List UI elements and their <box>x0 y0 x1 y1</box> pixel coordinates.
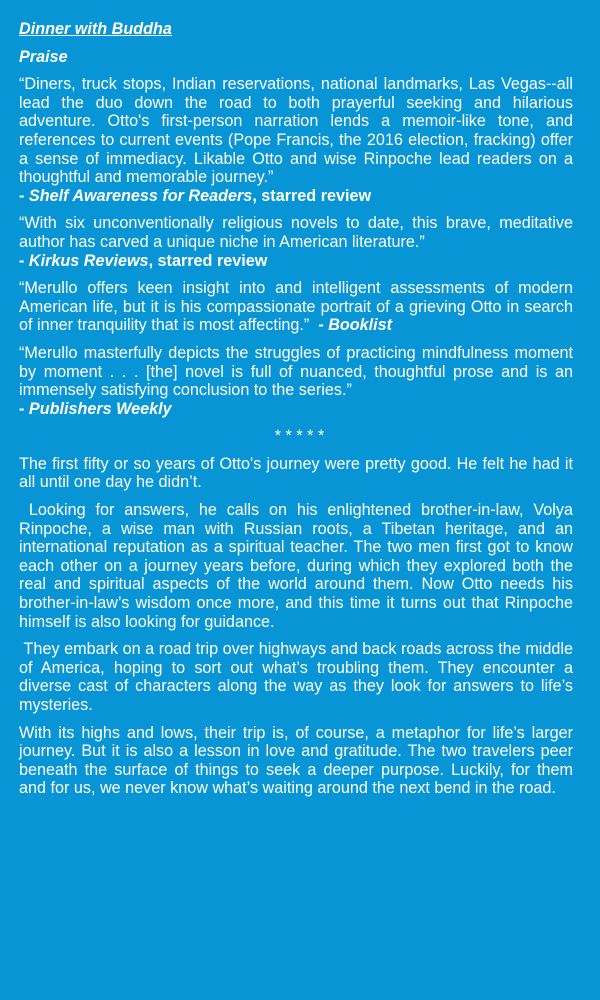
review-booklist <box>19 279 573 335</box>
attribution-dash: - <box>19 251 29 270</box>
attribution-dash: - <box>19 186 29 205</box>
review-kirkus <box>19 214 573 270</box>
review-quote-text: “Merullo offers keen insight into and intelligent assessments of modern American life, but it is his compassionate portrait of a grieving Otto in search of inner tranquility that is most affecting.” <box>19 279 573 335</box>
review-source-suffix: , starred review <box>148 251 268 270</box>
description-paragraph: With its highs and lows, their trip is, of course, a metaphor for life’s larger journey. But it is also a lesson in love and gratitude. The two travelers peer beneath the surface of things to seek a deeper purpose. Luckily, for them and for us, we never know what’s waiting around the next bend in the road. <box>19 723 573 798</box>
review-attribution <box>19 187 371 205</box>
review-source: Publishers Weekly <box>28 399 172 418</box>
book-title: Dinner with Buddha <box>19 20 172 38</box>
review-quote-text: “Diners, truck stops, Indian reservations, national landmarks, Las Vegas--all lead the duo down the road to both prayerful seeking and hilarious adventure. Otto's first-person narration lends a memoir-like tone, and references to current events (Pope Francis, the 2016 election, fracking) offer a sense of immediacy. Likable Otto and wise Rinpoche lead readers on a thoughtful and memorable journey.” <box>19 75 573 187</box>
review-source: Shelf Awareness for Readers <box>28 186 253 205</box>
review-source: Kirkus Reviews <box>28 251 149 270</box>
description-paragraph: Looking for answers, he calls on his enlightened brother-in-law, Volya Rinpoche, a wise man with Russian roots, a Tibetan heritage, and an international reputation as a spiritual teacher. The two men first got to know each other on a journey years before, during which they explored both the real and spiritual aspects of the world around them. Now Otto needs his brother-in-law’s wisdom once more, and this time it turns out that Rinpoche himself is also looking for guidance. <box>19 501 578 631</box>
description-paragraph: The first fifty or so years of Otto's journey were pretty good. He felt he had it all until one day he didn’t. <box>19 454 573 492</box>
description-paragraph: They embark on a road trip over highways and back roads across the middle of America, hoping to sort out what’s troubling them. They encounter a diverse cast of characters along the way as they look for answers to life’s mysteries. <box>19 640 578 714</box>
section-separator: * * * * * <box>274 427 325 446</box>
attribution-dash: - <box>19 399 29 418</box>
review-attribution <box>19 400 172 418</box>
praise-heading: Praise <box>19 47 68 66</box>
review-attribution <box>19 252 267 270</box>
review-publishers-weekly <box>19 344 573 418</box>
review-source: - Booklist <box>318 316 393 335</box>
review-source-suffix: , starred review <box>252 186 372 205</box>
review-shelf-awareness <box>19 75 573 205</box>
review-quote-text: “Merullo masterfully depicts the struggles of practicing mindfulness moment by moment . . . [the] novel is full of nuanced, thoughtful prose and is an immensely satisfying conclusion to the series.” <box>19 343 573 400</box>
review-quote-text: “With six unconventionally religious novels to date, this brave, meditative author has carved a unique niche in American literature.” <box>19 214 573 251</box>
